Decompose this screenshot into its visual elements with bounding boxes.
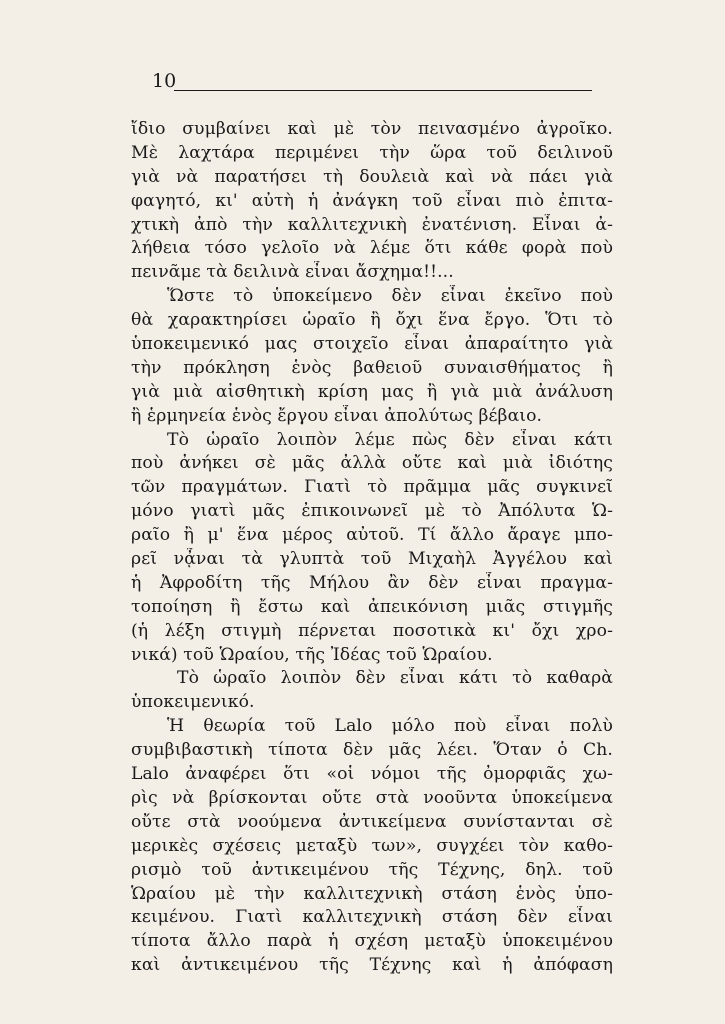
text-line: χτικὴ ἀπὸ τὴν καλλιτεχνικὴ ἐνατένιση. Εἶναι ἀ- (131, 214, 613, 235)
text-line: μόνο γιατὶ μᾶς ἐπικοινωνεῖ μὲ τὸ Ἀπόλυτα Ὡ- (131, 501, 613, 522)
text-line: ρισμὸ τοῦ ἀντικειμένου τῆς Τέχνης, δηλ. τοῦ (131, 859, 613, 880)
text-line: κειμένου. Γιατὶ καλλιτεχνικὴ στάση δὲν εἶναι (131, 907, 613, 928)
text-line: νικά) τοῦ Ὡραίου, τῆς Ἰδέας τοῦ Ὡραίου. (131, 644, 493, 665)
text-line: τίποτα ἄλλο παρὰ ἡ σχέση μεταξὺ ὑποκειμένου (131, 931, 613, 952)
text-line: φαγητό, κι' αὐτὴ ἡ ἀνάγκη τοῦ εἶναι πιὸ ἐπιτα- (131, 190, 613, 211)
text-line: ρὶς νὰ βρίσκονται οὔτε στὰ νοοῦντα ὑποκείμενα (131, 787, 613, 808)
text-line: ραῖο ἢ μ' ἕνα μέρος αὐτοῦ. Τί ἄλλο ἄραγε μπο- (131, 525, 613, 546)
text-line: γιὰ μιὰ αἰσθητικὴ κρίση μας ἢ γιὰ μιὰ ἀνάλυση (131, 381, 613, 402)
text-line: θὰ χαρακτηρίσει ὡραῖο ἢ ὄχι ἕνα ἔργο. Ὅτι τὸ (131, 310, 613, 331)
text-line: ρεῖ νᾆναι τὰ γλυπτὰ τοῦ Μιχαὴλ Ἀγγέλου καὶ (131, 549, 613, 570)
text-line: (ἡ λέξη στιγμὴ πέρνεται ποσοτικὰ κι' ὄχι χρο- (131, 620, 613, 641)
text-line: Lalo ἀναφέρει ὅτι «οἱ νόμοι τῆς ὀμορφιᾶς χω- (131, 764, 613, 785)
body-text (131, 118, 613, 978)
page-number: 10 (152, 70, 177, 92)
text-line: οὔτε στὰ νοούμενα ἀντικείμενα συνίστανται σὲ (131, 811, 613, 832)
text-line: Ἡ θεωρία τοῦ Lalo μόλο ποὺ εἶναι πολὺ (167, 716, 613, 737)
text-line: καὶ ἀντικειμένου τῆς Τέχνης καὶ ἡ ἀπόφαση (131, 955, 613, 976)
text-line: ἴδιο συμβαίνει καὶ μὲ τὸν πειvασμένο ἀγροῖκο. (131, 119, 613, 139)
text-line: ἢ ἑρμηνεία ἑνὸς ἔργου εἶναι ἀπολύτως βέβαιο. (131, 405, 543, 426)
text-line: Τὸ ὡραῖο λοιπὸν δὲν εἶναι κάτι τὸ καθαρὰ (177, 668, 613, 689)
text-line: ὑποκειμενικό μας στοιχεῖο εἶναι ἀπαραίτητο γιὰ (131, 334, 613, 355)
text-line: πεινᾶμε τὰ δειλινὰ εἶναι ἄσχημα!!... (131, 262, 454, 283)
text-line: τῶν πραγμάτων. Γιατὶ τὸ πρᾶμμα μᾶς συγκινεῖ (131, 477, 613, 498)
header-rule (174, 90, 592, 91)
text-line: Ὥστε τὸ ὑποκείμενο δὲν εἶναι ἐκεῖνο ποὺ (167, 286, 613, 307)
text-line: τοποίηση ἢ ἔστω καὶ ἀπεικόνιση μιᾶς στιγμῆς (131, 596, 613, 617)
text-line: ποὺ ἀνήκει σὲ μᾶς ἀλλὰ οὔτε καὶ μιὰ ἰδιότης (131, 453, 613, 474)
text-line: λήθεια τόσο γελοῖο νὰ λέμε ὅτι κάθε φορὰ ποὺ (131, 238, 613, 259)
text-line: ὑποκειμενικό. (131, 692, 255, 713)
text-line: Ὡραίου μὲ τὴν καλλιτεχνικὴ στάση ἑνὸς ὑπο- (131, 883, 613, 904)
page-header (152, 70, 592, 96)
text-line: Μὲ λαχτάρα περιμένει τὴν ὥρα τοῦ δειλινοῦ (131, 142, 613, 163)
text-line: Τὸ ὡραῖο λοιπὸν λέμε πὼς δὲν εἶναι κάτι (167, 429, 613, 450)
text-line: ἡ Ἀφροδίτη τῆς Μήλου ἂν δὲν εἶναι πραγμα- (131, 572, 613, 593)
text-line: συμβιβαστικὴ τίποτα δὲν μᾶς λέει. Ὅταν ὁ Ch. (131, 740, 613, 761)
text-line: τὴν πρόκληση ἑνὸς βαθειοῦ συναισθήματος ἢ (131, 357, 613, 378)
text-line: μερικὲς σχέσεις μεταξὺ των», συγχέει τὸν καθο- (131, 835, 613, 856)
text-line: γιὰ νὰ παρατήσει τὴ δουλειὰ καὶ νὰ πάει γιὰ (131, 166, 613, 187)
